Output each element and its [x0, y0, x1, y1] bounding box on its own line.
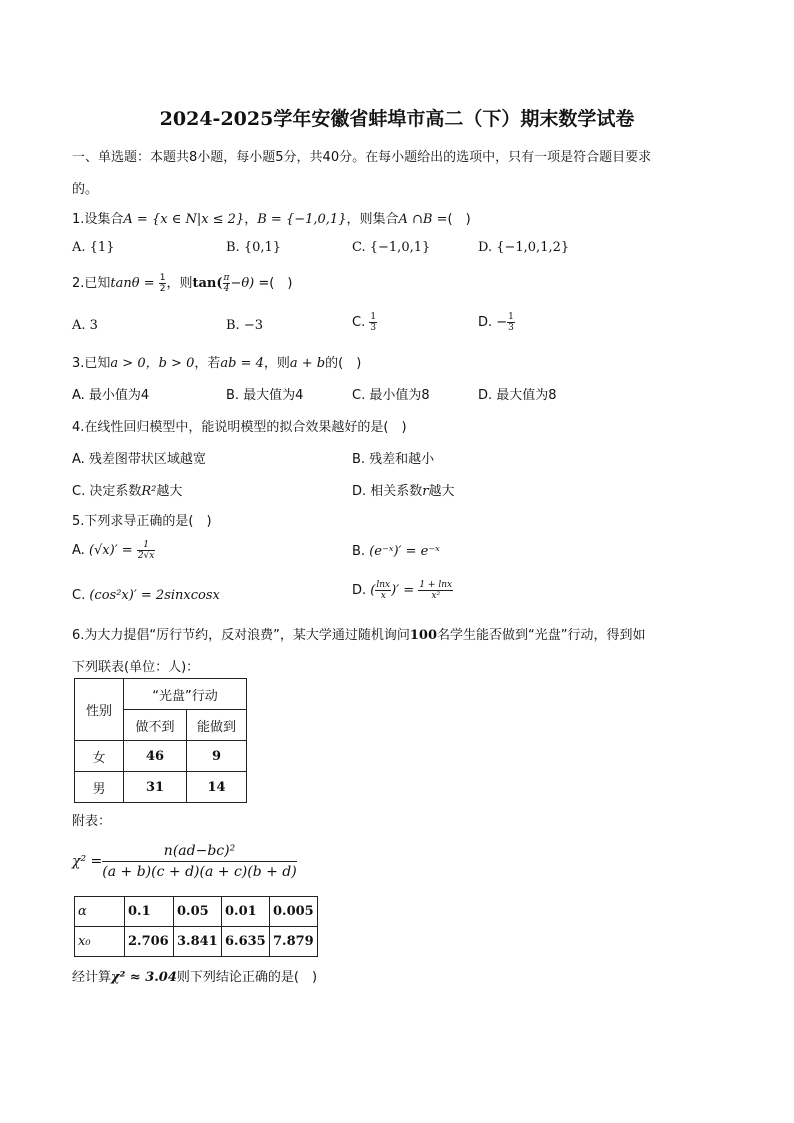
alpha-value: 0.01 — [222, 897, 270, 927]
q3-conditions: a > 0，b > 0 — [110, 356, 195, 371]
q5-option-c — [72, 588, 220, 603]
formula-numerator: n(ad−bc)² — [102, 843, 296, 862]
q5-optd-num1: lnx — [376, 580, 391, 590]
q3-product: ab = 4 — [220, 356, 264, 371]
q2-option-a: A. 3 — [72, 318, 98, 333]
conclusion-tail: 则下列结论正确的是( ) — [176, 970, 318, 985]
q2-optc-den: 3 — [370, 323, 377, 333]
table-row — [75, 741, 247, 772]
q2-minus-theta: −θ) — [230, 276, 255, 291]
cell-cannot: 31 — [124, 772, 187, 803]
table-header-action: “光盘”行动 — [124, 679, 247, 710]
q1-intersection: A ∩B = — [398, 212, 448, 227]
q1-text-b: ，则集合 — [346, 212, 399, 227]
q3-text-c: ，则 — [263, 356, 290, 371]
q2-optc-num: 1 — [370, 312, 377, 322]
q4-option-c — [72, 480, 182, 499]
q3-text-b: ，若 — [194, 356, 221, 371]
alpha-label: α — [75, 897, 125, 927]
q5-optd-fraction1 — [375, 580, 391, 601]
critical-value-table — [74, 896, 318, 957]
q5-optc-label: C. — [72, 588, 86, 603]
table-header-gender: 性别 — [75, 679, 124, 741]
cell-can: 14 — [187, 772, 247, 803]
q5-opta-lhs: (√x)′ = — [88, 543, 133, 558]
row-label: 男 — [75, 772, 124, 803]
q5-option-a — [72, 540, 155, 561]
q5-optd-den1: x — [380, 591, 386, 601]
q6-line1-tail: 名学生能否做到“光盘”行动，得到如 — [437, 628, 646, 643]
table-header-cannot: 做不到 — [124, 710, 187, 741]
q2-frac2-num: π — [223, 273, 230, 283]
table-header-can: 能做到 — [187, 710, 247, 741]
q5-optd-label: D. — [352, 583, 367, 598]
question-6-line2: 下列联表(单位：人)： — [72, 660, 200, 675]
q6-conclusion — [72, 966, 317, 985]
q2-tail: =( ) — [258, 276, 293, 291]
q4-option-b: B. 残差和越小 — [352, 452, 435, 467]
cell-cannot: 46 — [124, 741, 187, 772]
q6-student-count: 100 — [409, 628, 438, 643]
q5-optb-label: B. — [352, 544, 366, 559]
q5-opta-num: 1 — [137, 540, 156, 551]
table-row — [75, 772, 247, 803]
x0-value: 7.879 — [270, 927, 318, 957]
q2-option-d — [478, 312, 515, 333]
q3-option-c: C. 最小值为8 — [352, 388, 430, 403]
q2-option-b: B. −3 — [226, 318, 263, 333]
q6-line1-text: 6.为大力提倡“厉行节约，反对浪费”，某大学通过随机询问 — [72, 628, 410, 643]
q5-optd-close: )′ = — [391, 583, 415, 598]
question-1 — [72, 208, 471, 227]
q5-opta-fraction — [137, 540, 156, 561]
table-row — [75, 897, 318, 927]
contingency-table — [74, 678, 247, 803]
q2-frac1-den: 2 — [159, 284, 166, 294]
q5-opta-den: 2√x — [137, 551, 155, 561]
q2-text-b: ，则 — [166, 276, 193, 291]
q2-optd-den: 3 — [508, 323, 514, 333]
row-label: 女 — [75, 741, 124, 772]
q2-frac2-den: 4 — [223, 284, 230, 294]
q5-optd-num2: 1 + lnx — [419, 580, 453, 590]
section-heading-line1: 一、单选题：本题共8小题，每小题5分，共40分。在每小题给出的选项中，只有一项是符合题目要求 — [72, 150, 652, 165]
alpha-value: 0.005 — [270, 897, 318, 927]
formula-fraction — [102, 843, 296, 880]
page-title: 2024-2025学年安徽省蚌埠市高二（下）期末数学试卷 — [159, 108, 635, 130]
section-heading-line2: 的。 — [72, 182, 99, 197]
q4-optc-r-squared: R² — [141, 484, 157, 499]
alpha-value: 0.05 — [174, 897, 222, 927]
chi-square-formula — [72, 843, 297, 880]
conclusion-chi-value: χ² ≈ 3.04 — [111, 970, 177, 985]
conclusion-text: 经计算 — [72, 970, 112, 985]
q5-optb-expr: (e⁻ˣ)′ = e⁻ˣ — [369, 544, 440, 559]
q1-tail: ( ) — [447, 212, 471, 227]
q5-optd-den2: x² — [431, 591, 441, 601]
q1-option-d: D. {−1,0,1,2} — [478, 240, 570, 255]
q5-option-b — [352, 544, 440, 559]
q5-optc-expr: (cos²x)′ = 2sinxcosx — [89, 588, 220, 603]
table-row — [75, 927, 318, 957]
q2-optd-num: 1 — [508, 312, 514, 322]
formula-lhs: χ² = — [72, 853, 103, 870]
q5-optd-open: ( — [370, 583, 376, 598]
q1-option-a: A. {1} — [72, 240, 115, 255]
q4-optd-r: r — [422, 484, 429, 499]
q1-option-c: C. {−1,0,1} — [352, 240, 431, 255]
q3-option-a: A. 最小值为4 — [72, 388, 150, 403]
q2-tan: tan( — [192, 276, 223, 291]
q3-option-d: D. 最大值为8 — [478, 388, 557, 403]
x0-label: x₀ — [75, 927, 125, 957]
q4-optd-text: D. 相关系数 — [352, 484, 423, 499]
q5-opta-label: A. — [72, 543, 85, 558]
q1-set-a: A = {x ∈ N|x ≤ 2} — [123, 212, 245, 227]
x0-value: 3.841 — [174, 927, 222, 957]
q4-option-a: A. 残差图带状区域越宽 — [72, 452, 206, 467]
q3-option-b: B. 最大值为4 — [226, 388, 304, 403]
q4-optc-text: C. 决定系数 — [72, 484, 142, 499]
q2-option-d-fraction — [507, 312, 515, 333]
q2-tan-theta: tanθ = — [110, 276, 155, 291]
q3-text: 3.已知 — [72, 356, 111, 371]
cell-can: 9 — [187, 741, 247, 772]
question-4: 4.在线性回归模型中，能说明模型的拟合效果越好的是( ) — [72, 420, 407, 435]
question-2 — [72, 272, 292, 294]
q2-option-c — [352, 312, 377, 333]
alpha-value: 0.1 — [125, 897, 174, 927]
x0-value: 6.635 — [222, 927, 270, 957]
q5-optd-fraction2 — [418, 580, 453, 601]
appendix-label: 附表： — [72, 814, 112, 829]
q4-optc-tail: 越大 — [156, 484, 183, 499]
q2-option-c-label: C. — [352, 315, 366, 330]
q2-frac1-num: 1 — [159, 273, 166, 283]
question-5: 5.下列求导正确的是( ) — [72, 514, 212, 529]
q1-text: 1.设集合 — [72, 212, 124, 227]
x0-value: 2.706 — [125, 927, 174, 957]
q4-optd-tail: 越大 — [428, 484, 455, 499]
q1-option-b: B. {0,1} — [226, 240, 282, 255]
q3-sum: a + b — [289, 356, 326, 371]
question-3 — [72, 352, 361, 371]
q3-tail: 的( ) — [325, 356, 362, 371]
q5-option-d — [352, 580, 453, 601]
q2-option-d-label: D. − — [478, 315, 508, 330]
q2-option-c-fraction — [369, 312, 377, 333]
question-6-line1 — [72, 624, 646, 643]
formula-denominator: (a + b)(c + d)(a + c)(b + d) — [102, 864, 297, 880]
q1-separator: ， — [244, 212, 258, 227]
q1-set-b: B = {−1,0,1} — [257, 212, 347, 227]
q4-option-d — [352, 480, 455, 499]
q2-text: 2.已知 — [72, 276, 111, 291]
